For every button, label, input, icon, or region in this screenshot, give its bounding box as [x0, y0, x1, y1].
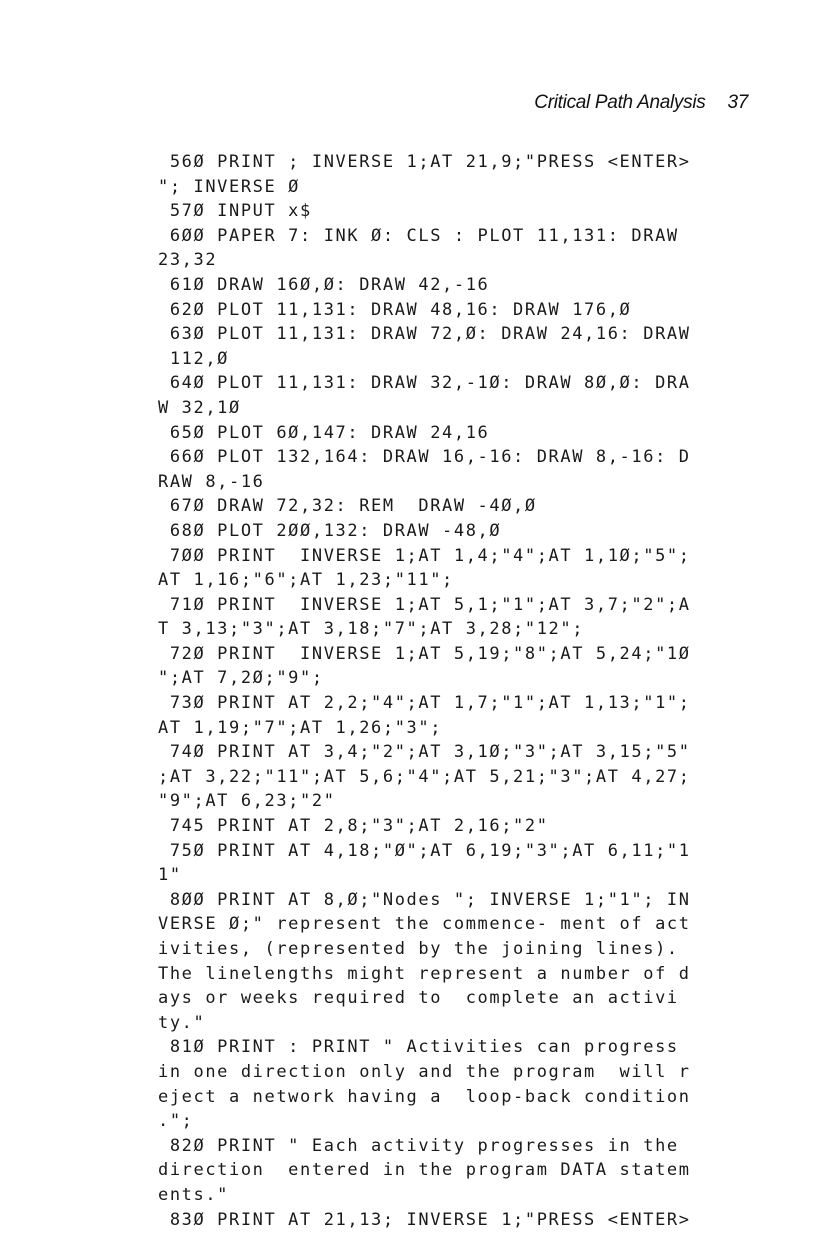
- code-line: 23,32: [158, 250, 218, 271]
- code-line: 68Ø PLOT 2ØØ,132: DRAW -48,Ø: [158, 520, 502, 541]
- code-line: 66Ø PLOT 132,164: DRAW 16,-16: DRAW 8,-16: D: [158, 447, 691, 468]
- code-line: 71Ø PRINT INVERSE 1;AT 5,1;"1";AT 3,7;"2";A: [158, 594, 691, 615]
- code-line: AT 1,16;"6";AT 1,23;"11";: [158, 570, 454, 591]
- code-line: 74Ø PRINT AT 3,4;"2";AT 3,1Ø;"3";AT 3,15;"5": [158, 742, 691, 763]
- chapter-title: Critical Path Analysis: [534, 92, 706, 113]
- code-line: eject a network having a loop-back condition: [158, 1086, 691, 1107]
- code-line: 82Ø PRINT " Each activity progresses in the: [158, 1135, 679, 1156]
- code-line: 64Ø PLOT 11,131: DRAW 32,-1Ø: DRAW 8Ø,Ø: DRA: [158, 373, 691, 394]
- code-line: 63Ø PLOT 11,131: DRAW 72,Ø: DRAW 24,16: DRAW: [158, 324, 691, 345]
- code-line: 83Ø PRINT AT 21,13; INVERSE 1;"PRESS <ENTER>: [158, 1209, 691, 1230]
- code-line: 62Ø PLOT 11,131: DRAW 48,16: DRAW 176,Ø: [158, 299, 632, 320]
- code-line: 112,Ø: [158, 348, 230, 369]
- code-line: .";: [158, 1111, 194, 1132]
- code-line: ivities, (represented by the joining lines).: [158, 939, 679, 959]
- code-line: 72Ø PRINT INVERSE 1;AT 5,19;"8";AT 5,24;"1Ø: [158, 643, 691, 664]
- code-line: 61Ø DRAW 16Ø,Ø: DRAW 42,-16: [158, 274, 490, 295]
- code-line: W 32,1Ø: [158, 397, 241, 418]
- code-line: ";AT 7,2Ø;"9";: [158, 668, 324, 689]
- code-line: 7ØØ PRINT INVERSE 1;AT 1,4;"4";AT 1,1Ø;"5";: [158, 545, 691, 566]
- code-line: 67Ø DRAW 72,32: REM DRAW -4Ø,Ø: [158, 496, 537, 517]
- code-line: 81Ø PRINT : PRINT " Activities can progress: [158, 1037, 679, 1058]
- code-line: ty.": [158, 1012, 206, 1033]
- code-line: RAW 8,-16: [158, 471, 265, 492]
- code-line: ays or weeks required to complete an activi: [158, 988, 679, 1009]
- code-line: ;AT 3,22;"11";AT 5,6;"4";AT 5,21;"3";AT 4,27;: [158, 766, 691, 787]
- running-header: [534, 92, 748, 114]
- code-line: 65Ø PLOT 6Ø,147: DRAW 24,16: [158, 422, 490, 443]
- code-line: VERSE Ø;" represent the commence- ment of act: [158, 914, 691, 935]
- code-line: 57Ø INPUT x$: [158, 201, 312, 222]
- code-line: "9";AT 6,23;"2": [158, 791, 336, 812]
- basic-program-listing: [158, 150, 778, 1232]
- code-line: in one direction only and the program will r: [158, 1061, 691, 1082]
- code-line: AT 1,19;"7";AT 1,26;"3";: [158, 717, 443, 738]
- code-line: The linelengths might represent a number of d: [158, 963, 691, 984]
- code-line: 745 PRINT AT 2,8;"3";AT 2,16;"2": [158, 816, 549, 837]
- code-line: 1": [158, 865, 182, 886]
- page-number: 37: [727, 92, 748, 113]
- code-line: 6ØØ PAPER 7: INK Ø: CLS : PLOT 11,131: DRAW: [158, 225, 679, 246]
- code-line: "; INVERSE Ø: [158, 176, 301, 197]
- code-line: 73Ø PRINT AT 2,2;"4";AT 1,7;"1";AT 1,13;"1";: [158, 693, 691, 714]
- code-line: direction entered in the program DATA statem: [158, 1160, 691, 1181]
- code-line: 75Ø PRINT AT 4,18;"Ø";AT 6,19;"3";AT 6,11;"1: [158, 840, 691, 861]
- code-line: T 3,13;"3";AT 3,18;"7";AT 3,28;"12";: [158, 619, 585, 640]
- code-line: 8ØØ PRINT AT 8,Ø;"Nodes "; INVERSE 1;"1"; IN: [158, 889, 691, 910]
- code-line: ents.": [158, 1184, 230, 1205]
- code-line: 56Ø PRINT ; INVERSE 1;AT 21,9;"PRESS <ENTER>: [158, 152, 691, 172]
